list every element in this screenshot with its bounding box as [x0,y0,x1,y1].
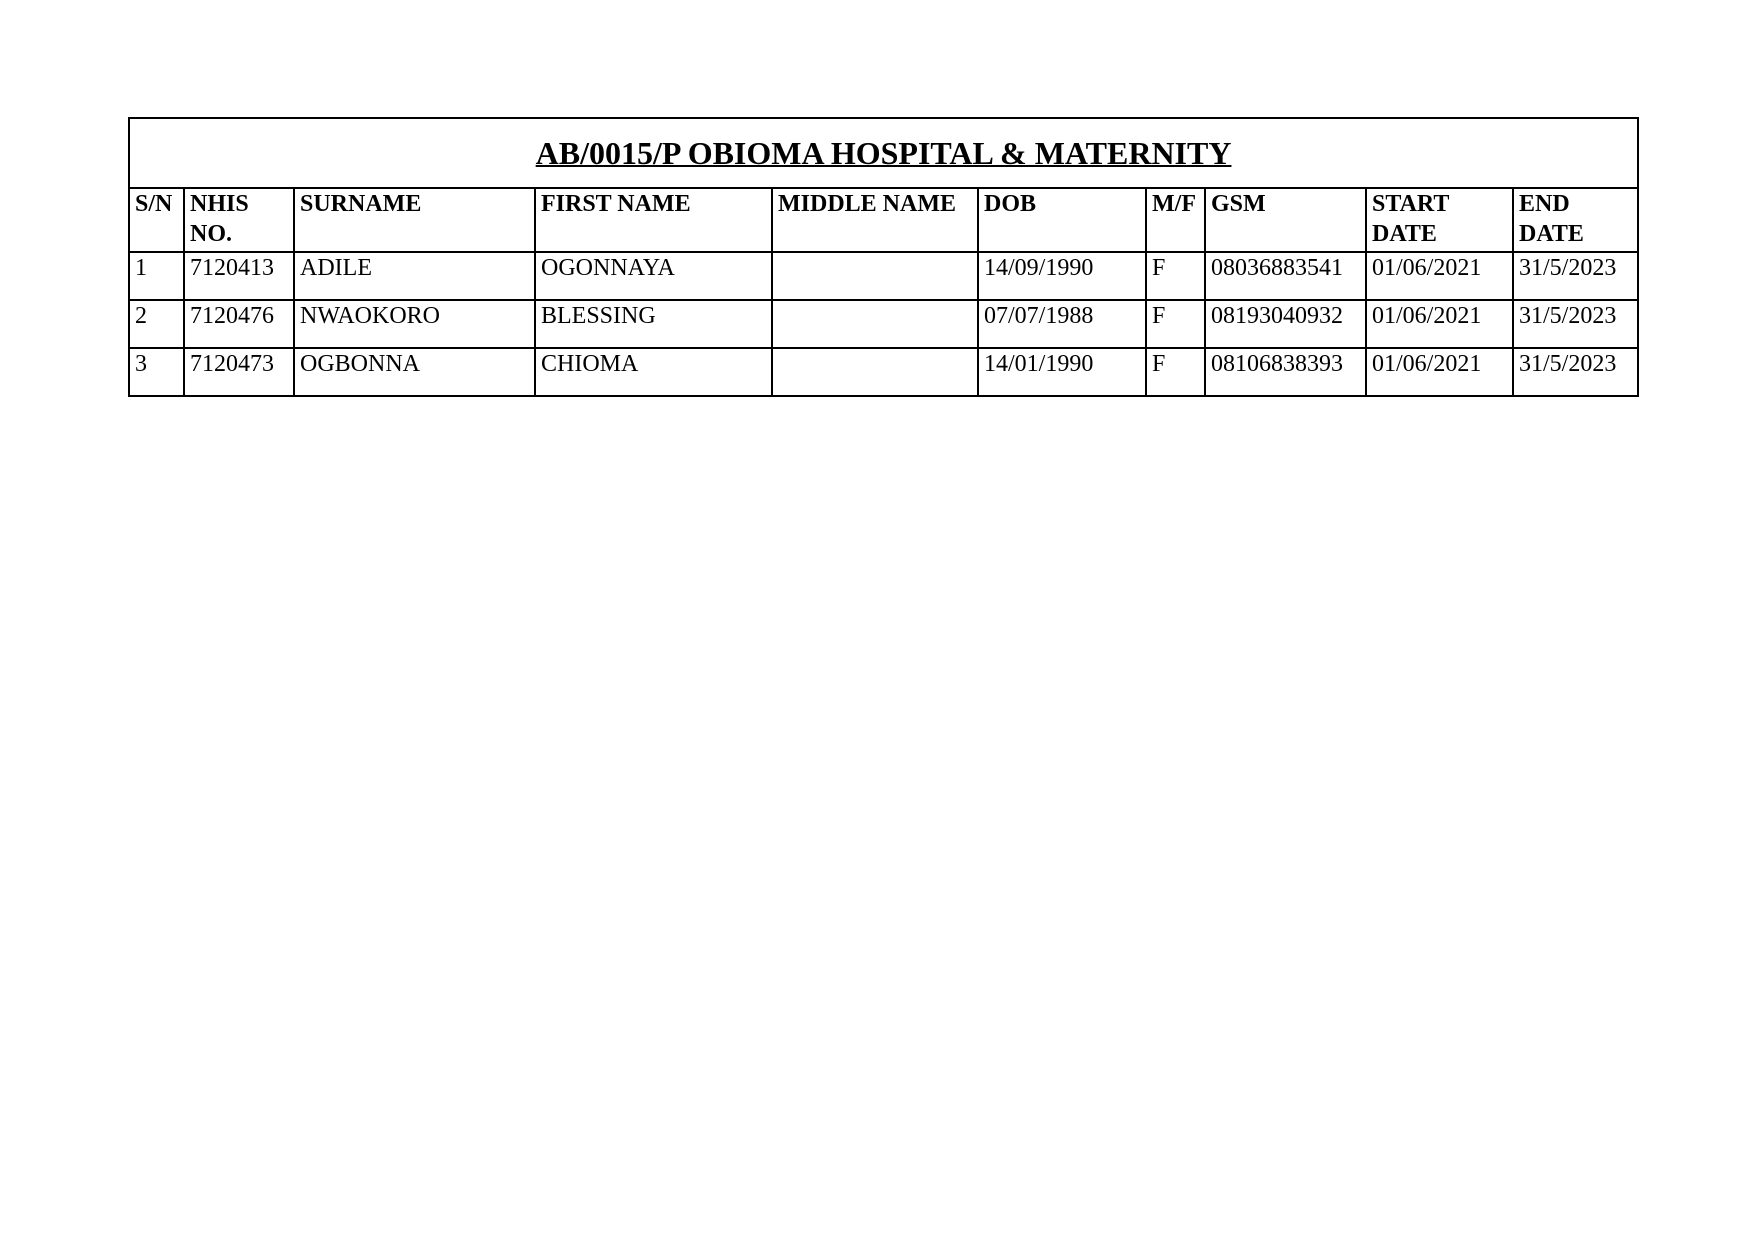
header-dob-line1: DOB [984,191,1037,217]
cell-end-date: 31/5/2023 [1513,300,1638,348]
cell-gsm: 08106838393 [1205,348,1366,396]
title-row [129,118,1638,188]
header-end-date-line1: END [1519,191,1570,217]
table-row [129,252,1638,300]
cell-first-name: CHIOMA [535,348,772,396]
cell-sex: F [1146,300,1205,348]
header-start-date-line2: DATE [1372,221,1437,247]
cell-sex: F [1146,252,1205,300]
header-start-date-line1: START [1372,191,1450,217]
header-start-date [1366,188,1513,252]
header-end-date [1513,188,1638,252]
header-sn [129,188,184,252]
header-middle-name [772,188,978,252]
cell-first-name: BLESSING [535,300,772,348]
header-surname [294,188,535,252]
cell-start-date: 01/06/2021 [1366,252,1513,300]
header-sex-line1: M/F [1152,191,1196,217]
cell-gsm: 08036883541 [1205,252,1366,300]
header-end-date-line2: DATE [1519,221,1584,247]
header-nhis-line1: NHIS [190,191,249,217]
cell-end-date: 31/5/2023 [1513,252,1638,300]
cell-end-date: 31/5/2023 [1513,348,1638,396]
cell-dob: 14/09/1990 [978,252,1146,300]
header-dob [978,188,1146,252]
cell-gsm: 08193040932 [1205,300,1366,348]
header-first-name-line1: FIRST NAME [541,191,691,217]
header-middle-name-line1: MIDDLE NAME [778,191,956,217]
cell-nhis: 7120476 [184,300,294,348]
cell-middle-name [772,300,978,348]
cell-dob: 14/01/1990 [978,348,1146,396]
cell-surname: ADILE [294,252,535,300]
cell-middle-name [772,252,978,300]
header-first-name [535,188,772,252]
enrollee-table [128,117,1639,397]
cell-surname: NWAOKORO [294,300,535,348]
header-row [129,188,1638,252]
cell-middle-name [772,348,978,396]
header-gsm [1205,188,1366,252]
cell-sn: 1 [129,252,184,300]
cell-dob: 07/07/1988 [978,300,1146,348]
cell-first-name: OGONNAYA [535,252,772,300]
cell-nhis: 7120473 [184,348,294,396]
header-nhis [184,188,294,252]
header-nhis-line2: NO. [190,221,232,247]
header-sn-line1: S/N [135,191,173,217]
cell-surname: OGBONNA [294,348,535,396]
table-row [129,348,1638,396]
header-gsm-line1: GSM [1211,191,1266,217]
table-row [129,300,1638,348]
cell-start-date: 01/06/2021 [1366,300,1513,348]
cell-sn: 2 [129,300,184,348]
cell-nhis: 7120413 [184,252,294,300]
cell-start-date: 01/06/2021 [1366,348,1513,396]
cell-sn: 3 [129,348,184,396]
header-sex [1146,188,1205,252]
document-title: AB/0015/P OBIOMA HOSPITAL & MATERNITY [129,118,1638,188]
header-surname-line1: SURNAME [300,191,422,217]
cell-sex: F [1146,348,1205,396]
